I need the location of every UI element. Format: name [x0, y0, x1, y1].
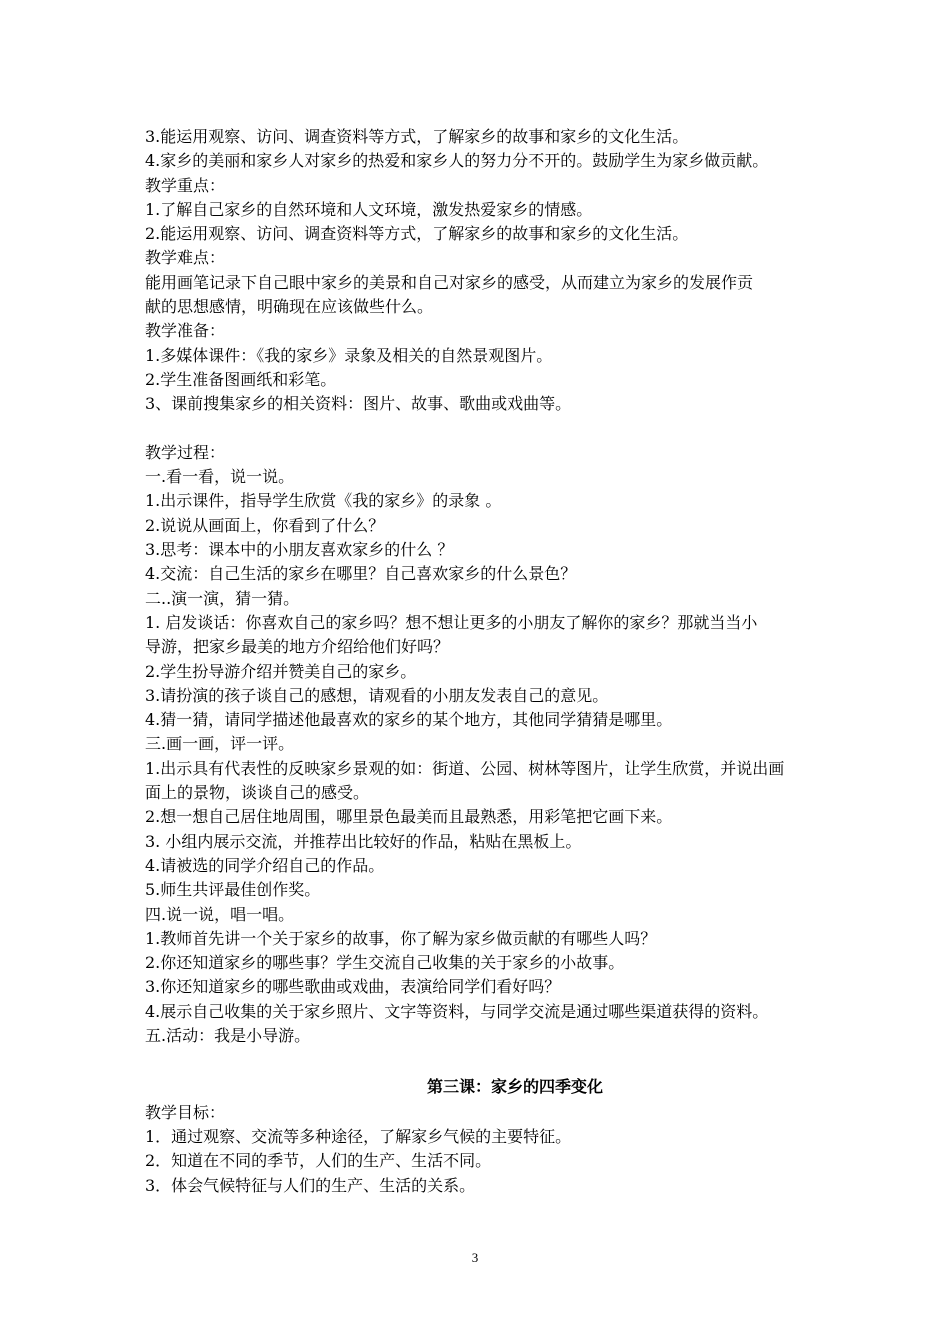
text-line: 3. 小组内展示交流，并推荐出比较好的作品，粘贴在黑板上。 [145, 831, 582, 851]
text-line: 4.家乡的美丽和家乡人对家乡的热爱和家乡人的努力分不开的。鼓励学生为家乡做贡献。 [145, 151, 769, 171]
page-content [145, 125, 885, 1198]
text-line: 1.了解自己家乡的自然环境和人文环境，激发热爱家乡的情感。 [145, 199, 593, 219]
lesson-goals-section [145, 125, 885, 417]
text-line: 3、课前搜集家乡的相关资料：图片、故事、歌曲或戏曲等。 [145, 394, 572, 414]
text-line: 4.猜一猜，请同学描述他最喜欢的家乡的某个地方，其他同学猜猜是哪里。 [145, 710, 673, 730]
text-line: 导游，把家乡最美的地方介绍给他们好吗？ [145, 637, 450, 657]
blank-line [145, 1048, 885, 1072]
lesson-title: 第三课：家乡的四季变化 [426, 1076, 603, 1096]
text-line: 3.你还知道家乡的哪些歌曲或戏曲，表演给同学们看好吗？ [145, 977, 561, 997]
text-line: 能用画笔记录下自己眼中家乡的美景和自己对家乡的感受，从而建立为家乡的发展作贡 [145, 272, 754, 292]
text-line: 4.请被选的同学介绍自己的作品。 [145, 855, 385, 875]
text-line: 2.学生扮导游介绍并赞美自己的家乡。 [145, 661, 417, 681]
page-number: 3 [471, 1250, 479, 1265]
section-label-process: 教学过程： [145, 442, 226, 462]
text-line: 3.思考：课本中的小朋友喜欢家乡的什么 ？ [145, 540, 454, 560]
text-line: 1. 启发谈话：你喜欢自己的家乡吗？想不想让更多的小朋友了解你的家乡？那就当当小 [145, 612, 758, 632]
text-line: 献的思想感情，明确现在应该做些什么。 [145, 297, 434, 317]
section-label-preparation: 教学准备： [145, 321, 226, 341]
text-line: 3.请扮演的孩子谈自己的感想，请观看的小朋友发表自己的意见。 [145, 685, 609, 705]
text-line: 1.出示具有代表性的反映家乡景观的如：街道、公园、树林等图片，让学生欣赏，并说出画 [145, 758, 785, 778]
text-line: 2.你还知道家乡的哪些事？学生交流自己收集的关于家乡的小故事。 [145, 953, 625, 973]
teaching-process-section [145, 441, 885, 1048]
step-heading: 二..演一演，猜一猜。 [145, 588, 300, 608]
text-line: 3.能运用观察、访问、调查资料等方式，了解家乡的故事和家乡的文化生活。 [145, 127, 689, 146]
text-line: 面上的景物，谈谈自己的感受。 [145, 783, 370, 803]
text-line: 1.出示课件，指导学生欣赏《我的家乡》的录象 。 [145, 491, 502, 511]
text-line: 4.展示自己收集的关于家乡照片、文字等资料，与同学交流是通过哪些渠道获得的资料。 [145, 1001, 769, 1021]
step-heading: 四.说一说，唱一唱。 [145, 904, 295, 924]
step-heading: 一.看一看，说一说。 [145, 467, 295, 487]
text-line: 2．知道在不同的季节，人们的生产、生活不同。 [145, 1151, 492, 1171]
section-label-key-points: 教学重点： [145, 175, 226, 195]
text-line: 3．体会气候特征与人们的生产、生活的关系。 [145, 1175, 476, 1195]
section-label-goals: 教学目标： [145, 1102, 226, 1122]
text-line: 4.交流：自己生活的家乡在哪里？自己喜欢家乡的什么景色？ [145, 564, 577, 584]
section-label-difficulties: 教学难点： [145, 248, 226, 268]
text-line: 1．通过观察、交流等多种途径，了解家乡气候的主要特征。 [145, 1127, 572, 1147]
text-line: 1.教师首先讲一个关于家乡的故事，你了解为家乡做贡献的有哪些人吗？ [145, 928, 657, 948]
blank-line [145, 417, 885, 441]
step-heading: 三.画一画，评一评。 [145, 734, 295, 754]
text-line: 2.说说从画面上，你看到了什么？ [145, 515, 385, 535]
text-line: 2.学生准备图画纸和彩笔。 [145, 369, 337, 389]
text-line: 2.想一想自己居住地周围，哪里景色最美而且最熟悉，用彩笔把它画下来。 [145, 807, 673, 827]
step-heading: 五.活动：我是小导游。 [145, 1025, 311, 1045]
text-line: 2.能运用观察、访问、调查资料等方式，了解家乡的故事和家乡的文化生活。 [145, 224, 689, 244]
text-line: 5.师生共评最佳创作奖。 [145, 880, 321, 900]
text-line: 1.多媒体课件：《我的家乡》录象及相关的自然景观图片。 [145, 345, 553, 365]
lesson3-goals-section [145, 1101, 885, 1198]
